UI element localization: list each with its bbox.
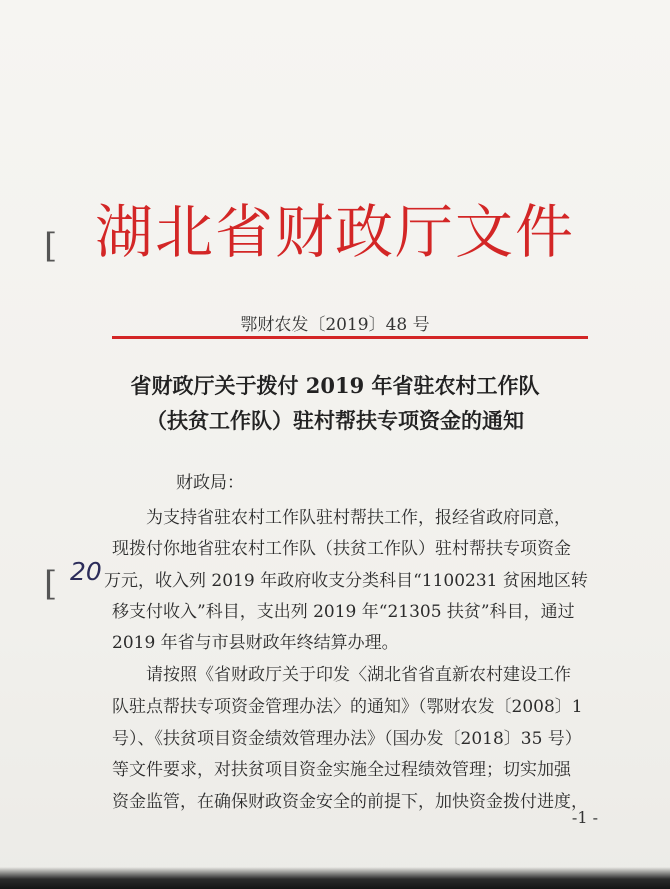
- header-divider-line: [112, 336, 588, 339]
- body-line-7: 队驻点帮扶专项资金管理办法〉的通知》（鄂财农发〔2008〕1: [112, 697, 583, 717]
- body-line-8: 号）、《扶贫项目资金绩效管理办法》（国办发〔2018〕35 号）: [112, 729, 582, 749]
- scan-edge-shadow: [0, 867, 670, 889]
- body-line-6: 请按照《省财政厅关于印发〈湖北省省直新农村建设工作: [146, 665, 571, 685]
- binding-bracket-top: [: [44, 226, 58, 266]
- binding-bracket-bottom: [: [44, 564, 58, 604]
- body-line-5: 2019 年省与市县财政年终结算办理。: [112, 633, 399, 653]
- page-number: -1 -: [571, 808, 598, 827]
- body-line-3: 万元，收入列 2019 年政府收支分类科目“1100231 贫困地区转: [104, 571, 588, 591]
- body-line-2: 现拨付你地省驻农村工作队（扶贫工作队）驻村帮扶专项资金: [112, 539, 571, 559]
- body-line-10: 资金监管，在确保财政资金安全的前提下，加快资金拨付进度，: [112, 792, 588, 812]
- body-line-1: 为支持省驻农村工作队驻村帮扶工作，报经省政府同意，: [146, 508, 571, 528]
- salutation: 财政局：: [176, 473, 244, 493]
- document-header-title: 湖北省财政厅文件: [94, 198, 575, 266]
- body-line-4: 移支付收入”科目，支出列 2019 年“21305 扶贫”科目，通过: [112, 602, 575, 622]
- notice-title-line-2: （扶贫工作队）驻村帮扶专项资金的通知: [146, 408, 524, 433]
- document-number: 鄂财农发〔2019〕48 号: [240, 315, 430, 335]
- handwritten-amount: 20: [70, 557, 102, 586]
- notice-title-line-1: 省财政厅关于拨付 2019 年省驻农村工作队: [130, 373, 540, 398]
- body-line-9: 等文件要求，对扶贫项目资金实施全过程绩效管理；切实加强: [112, 760, 571, 780]
